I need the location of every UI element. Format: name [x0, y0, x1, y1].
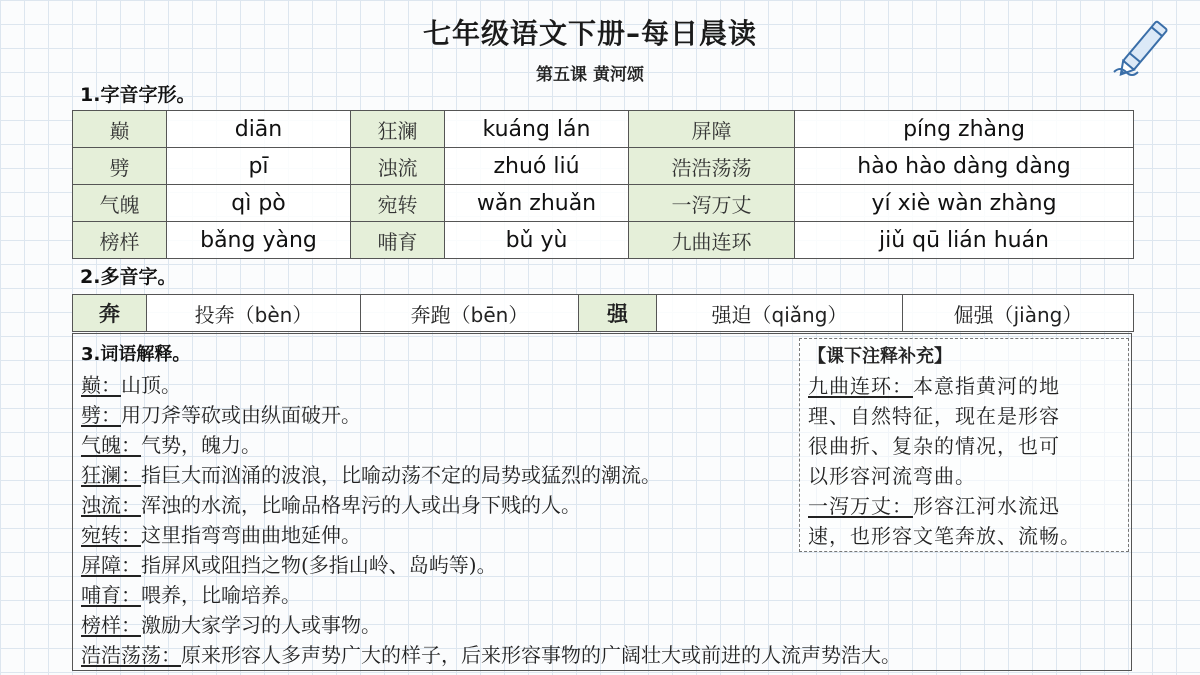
notes-box	[799, 338, 1129, 552]
definition: 用刀斧等砍或由纵面破开。	[121, 403, 361, 427]
term: 浊流：	[81, 493, 141, 517]
definition: 浑浊的水流，比喻品格卑污的人或出身下贱的人。	[141, 493, 581, 517]
section-heading-pronunciation: 1.字音字形。	[80, 84, 196, 106]
word-cell: 狂澜	[351, 111, 445, 148]
definition: 山顶。	[121, 373, 181, 397]
list-item	[81, 550, 1121, 580]
term: 宛转：	[81, 523, 141, 547]
definition: 气势，魄力。	[141, 433, 261, 457]
note-line	[808, 401, 1120, 431]
polyphonic-word: 强迫（qiǎng）	[657, 295, 903, 332]
pinyin-cell: qì pò	[167, 185, 351, 222]
note-line	[808, 371, 1120, 401]
pinyin-cell: zhuó liú	[445, 148, 629, 185]
list-item	[81, 610, 1121, 640]
definition: 原来形容人多声势广大的样子，后来形容事物的广阔壮大或前进的人流声势浩大。	[181, 643, 901, 667]
word-cell: 屏障	[629, 111, 795, 148]
pencil-icon	[1106, 10, 1186, 82]
pinyin-cell: bǔ yù	[445, 222, 629, 259]
polyphonic-table	[72, 294, 1134, 332]
note-line	[808, 461, 1120, 491]
note-text: 形容江河水流迅	[913, 494, 1060, 518]
polyphonic-char: 奔	[73, 295, 147, 332]
polyphonic-char: 强	[579, 295, 657, 332]
notes-title: 【课下注释补充】	[808, 346, 952, 367]
section-heading-polyphonic: 2.多音字。	[80, 266, 177, 288]
table-row	[73, 185, 1134, 222]
pinyin-cell: kuáng lán	[445, 111, 629, 148]
page-title: 七年级语文下册–每日晨读	[422, 17, 757, 50]
polyphonic-word: 奔跑（bēn）	[361, 295, 579, 332]
table-row	[73, 148, 1134, 185]
pinyin-cell: diān	[167, 111, 351, 148]
word-cell: 巅	[73, 111, 167, 148]
term: 巅：	[81, 373, 121, 397]
pinyin-cell: bǎng yàng	[167, 222, 351, 259]
notes-body	[808, 371, 1120, 551]
table-row	[73, 222, 1134, 259]
term: 气魄：	[81, 433, 141, 457]
pinyin-cell: wǎn zhuǎn	[445, 185, 629, 222]
lesson-subtitle: 第五课 黄河颂	[536, 65, 644, 85]
polyphonic-word: 投奔（bèn）	[147, 295, 361, 332]
definition: 指巨大而汹涌的波浪，比喻动荡不定的局势或猛烈的潮流。	[141, 463, 661, 487]
section-heading-vocabulary: 3.词语解释。	[81, 344, 191, 365]
polyphonic-word: 倔强（jiàng）	[903, 295, 1134, 332]
vocabulary-panel	[72, 333, 1132, 671]
list-item	[81, 580, 1121, 610]
term: 哺育：	[81, 583, 141, 607]
note-line	[808, 521, 1120, 551]
definition: 喂养，比喻培养。	[141, 583, 301, 607]
note-text: 很曲折、复杂的情况，也可	[808, 434, 1060, 458]
table-row	[73, 111, 1134, 148]
definition: 激励大家学习的人或事物。	[141, 613, 381, 637]
term: 一泻万丈：	[808, 494, 913, 518]
note-text: 以形容河流弯曲。	[808, 464, 976, 488]
pinyin-cell: jiǔ qū lián huán	[795, 222, 1134, 259]
note-text: 理、自然特征，现在是形容	[808, 404, 1060, 428]
pinyin-cell: pī	[167, 148, 351, 185]
pinyin-cell: yí xiè wàn zhàng	[795, 185, 1134, 222]
word-cell: 气魄	[73, 185, 167, 222]
word-cell: 一泻万丈	[629, 185, 795, 222]
word-cell: 哺育	[351, 222, 445, 259]
note-line	[808, 431, 1120, 461]
term: 榜样：	[81, 613, 141, 637]
term: 浩浩荡荡：	[81, 643, 181, 667]
pinyin-cell: hào hào dàng dàng	[795, 148, 1134, 185]
note-text: 本意指黄河的地	[913, 374, 1060, 398]
term: 狂澜：	[81, 463, 141, 487]
term: 劈：	[81, 403, 121, 427]
list-item	[81, 640, 1121, 670]
word-cell: 浊流	[351, 148, 445, 185]
term: 九曲连环：	[808, 374, 913, 398]
definition: 指屏风或阻挡之物(多指山岭、岛屿等)。	[141, 553, 497, 577]
pronunciation-table	[72, 110, 1134, 259]
note-line	[808, 491, 1120, 521]
word-cell: 榜样	[73, 222, 167, 259]
word-cell: 劈	[73, 148, 167, 185]
word-cell: 浩浩荡荡	[629, 148, 795, 185]
pinyin-cell: píng zhàng	[795, 111, 1134, 148]
word-cell: 九曲连环	[629, 222, 795, 259]
definition: 这里指弯弯曲曲地延伸。	[141, 523, 361, 547]
term: 屏障：	[81, 553, 141, 577]
table-row	[73, 295, 1134, 332]
word-cell: 宛转	[351, 185, 445, 222]
note-text: 速，也形容文笔奔放、流畅。	[808, 524, 1081, 548]
